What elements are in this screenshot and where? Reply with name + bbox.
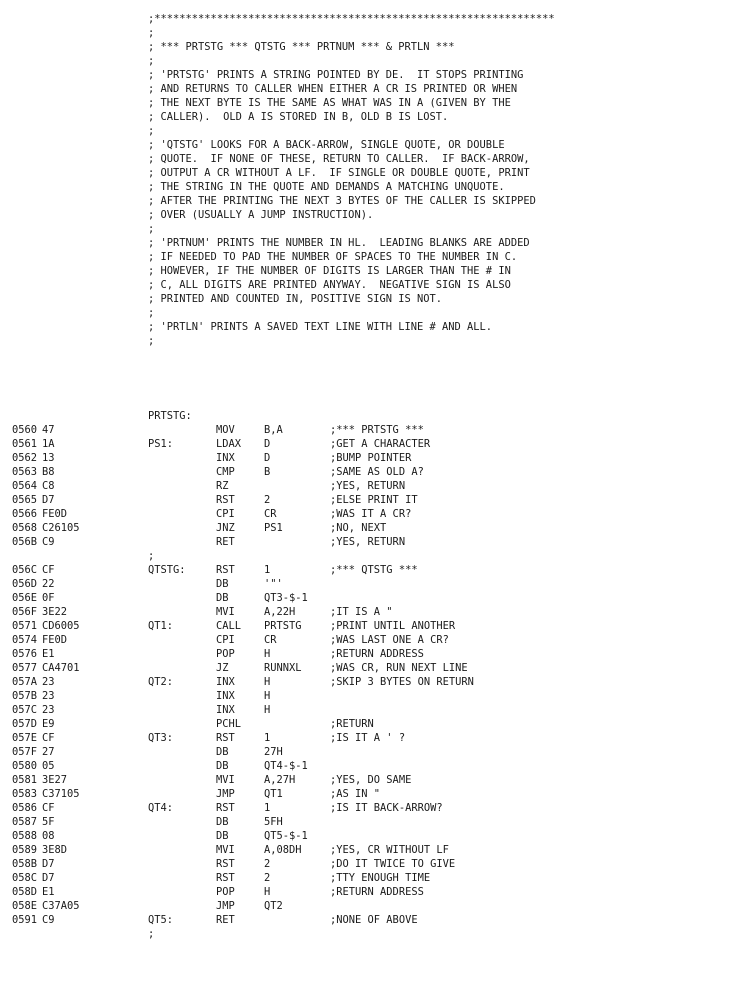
- comment: ;ELSE PRINT IT: [330, 494, 418, 506]
- mnemonic: DB: [216, 830, 229, 842]
- comment-text: ;: [148, 335, 155, 347]
- comment-text: ;: [148, 125, 155, 137]
- mnemonic: MOV: [216, 424, 235, 436]
- address: 0589: [12, 844, 38, 856]
- comment: ;YES, RETURN: [330, 480, 406, 492]
- object-code: CF: [42, 802, 55, 814]
- mnemonic: POP: [216, 648, 235, 660]
- mnemonic: CPI: [216, 634, 235, 646]
- comment: ;YES, RETURN: [330, 536, 406, 548]
- comment: ;*** PRTSTG ***: [330, 424, 424, 436]
- object-code: 1A: [42, 438, 55, 450]
- object-code: 23: [42, 676, 55, 688]
- mnemonic: LDAX: [216, 438, 242, 450]
- operand: QT1: [264, 788, 283, 800]
- mnemonic: RST: [216, 732, 235, 744]
- object-code: CA4701: [42, 662, 80, 674]
- object-code: D7: [42, 858, 55, 870]
- comment-text: ; *** PRTSTG *** QTSTG *** PRTNUM *** & PRTLN ***: [148, 41, 455, 53]
- object-code: 3E22: [42, 606, 68, 618]
- label: QT4:: [148, 802, 174, 814]
- operand: QT2: [264, 900, 283, 912]
- address: 057C: [12, 704, 38, 716]
- comment: ;SAME AS OLD A?: [330, 466, 424, 478]
- address: 0588: [12, 830, 38, 842]
- comment: ;YES, CR WITHOUT LF: [330, 844, 449, 856]
- operand: A,22H: [264, 606, 296, 618]
- label: QT5:: [148, 914, 174, 926]
- mnemonic: JMP: [216, 900, 235, 912]
- object-code: 05: [42, 760, 55, 772]
- comment-text: ;: [148, 55, 155, 67]
- address: 057A: [12, 676, 38, 688]
- mnemonic: DB: [216, 592, 229, 604]
- object-code: 47: [42, 424, 55, 436]
- comment: ;SKIP 3 BYTES ON RETURN: [330, 676, 474, 688]
- mnemonic: CPI: [216, 508, 235, 520]
- label: QT3:: [148, 732, 174, 744]
- operand: A,08DH: [264, 844, 302, 856]
- object-code: CF: [42, 732, 55, 744]
- operand: 1: [264, 564, 271, 576]
- object-code: 23: [42, 690, 55, 702]
- address: 0561: [12, 438, 38, 450]
- label: PS1:: [148, 438, 174, 450]
- address: 0563: [12, 466, 38, 478]
- mnemonic: CMP: [216, 466, 235, 478]
- operand: B: [264, 466, 271, 478]
- object-code: 27: [42, 746, 55, 758]
- label: QT1:: [148, 620, 174, 632]
- operand: QT5-$-1: [264, 830, 308, 842]
- mnemonic: JNZ: [216, 522, 235, 534]
- operand: CR: [264, 634, 277, 646]
- object-code: FE0D: [42, 508, 68, 520]
- address: 057E: [12, 732, 38, 744]
- address: 056C: [12, 564, 38, 576]
- comment-text: ; OUTPUT A CR WITHOUT A LF. IF SINGLE OR DOUBLE QUOTE, PRINT: [148, 167, 530, 179]
- comment: ;RETURN ADDRESS: [330, 648, 424, 660]
- operand: RUNNXL: [264, 662, 302, 674]
- comment-text: ;: [148, 27, 155, 39]
- comment: ;GET A CHARACTER: [330, 438, 431, 450]
- comment: ;TTY ENOUGH TIME: [330, 872, 431, 884]
- mnemonic: JZ: [216, 662, 229, 674]
- mnemonic: MVI: [216, 844, 235, 856]
- object-code: 22: [42, 578, 55, 590]
- operand: 1: [264, 802, 271, 814]
- comment: ;DO IT TWICE TO GIVE: [330, 858, 456, 870]
- operand: H: [264, 648, 271, 660]
- address: 0571: [12, 620, 38, 632]
- address: 0587: [12, 816, 38, 828]
- address: 057F: [12, 746, 38, 758]
- address: 0574: [12, 634, 38, 646]
- operand: QT3-$-1: [264, 592, 308, 604]
- operand: H: [264, 886, 271, 898]
- mnemonic: CALL: [216, 620, 242, 632]
- object-code: C9: [42, 536, 55, 548]
- mnemonic: DB: [216, 760, 229, 772]
- address: 0577: [12, 662, 38, 674]
- comment: ;NONE OF ABOVE: [330, 914, 418, 926]
- object-code: E1: [42, 648, 55, 660]
- comment-text: ; IF NEEDED TO PAD THE NUMBER OF SPACES TO THE NUMBER IN C.: [148, 251, 518, 263]
- mnemonic: RST: [216, 802, 235, 814]
- mnemonic: RST: [216, 872, 235, 884]
- object-code: E1: [42, 886, 55, 898]
- address: 058D: [12, 886, 38, 898]
- comment-text: ; QUOTE. IF NONE OF THESE, RETURN TO CALLER. IF BACK-ARROW,: [148, 153, 530, 165]
- mnemonic: INX: [216, 676, 235, 688]
- object-code: C8: [42, 480, 55, 492]
- label: ;: [148, 928, 155, 940]
- comment-text: ; HOWEVER, IF THE NUMBER OF DIGITS IS LARGER THAN THE # IN: [148, 265, 511, 277]
- label: PRTSTG:: [148, 410, 192, 422]
- address: 057B: [12, 690, 38, 702]
- operand: 2: [264, 494, 271, 506]
- object-code: C37105: [42, 788, 80, 800]
- operand: 27H: [264, 746, 283, 758]
- mnemonic: MVI: [216, 774, 235, 786]
- comment-text: ; 'QTSTG' LOOKS FOR A BACK-ARROW, SINGLE QUOTE, OR DOUBLE: [148, 139, 505, 151]
- mnemonic: RET: [216, 536, 235, 548]
- object-code: 3E27: [42, 774, 68, 786]
- mnemonic: INX: [216, 704, 235, 716]
- operand: H: [264, 676, 271, 688]
- object-code: B8: [42, 466, 55, 478]
- comment: ;BUMP POINTER: [330, 452, 412, 464]
- comment-text: ; 'PRTNUM' PRINTS THE NUMBER IN HL. LEADING BLANKS ARE ADDED: [148, 237, 530, 249]
- comment-text: ; 'PRTLN' PRINTS A SAVED TEXT LINE WITH LINE # AND ALL.: [148, 321, 493, 333]
- label: QT2:: [148, 676, 174, 688]
- address: 0566: [12, 508, 38, 520]
- address: 056D: [12, 578, 38, 590]
- comment: ;WAS IT A CR?: [330, 508, 412, 520]
- operand: 1: [264, 732, 271, 744]
- address: 056E: [12, 592, 38, 604]
- comment-text: ; C, ALL DIGITS ARE PRINTED ANYWAY. NEGATIVE SIGN IS ALSO: [148, 279, 511, 291]
- address: 056F: [12, 606, 38, 618]
- operand: 2: [264, 872, 271, 884]
- object-code: 23: [42, 704, 55, 716]
- operand: B,A: [264, 424, 283, 436]
- operand: 2: [264, 858, 271, 870]
- operand: D: [264, 452, 271, 464]
- comment-text: ; THE STRING IN THE QUOTE AND DEMANDS A MATCHING UNQUOTE.: [148, 181, 505, 193]
- comment: ;IS IT BACK-ARROW?: [330, 802, 443, 814]
- address: 058C: [12, 872, 38, 884]
- object-code: 0F: [42, 592, 55, 604]
- mnemonic: PCHL: [216, 718, 242, 730]
- address: 0576: [12, 648, 38, 660]
- operand: '"': [264, 578, 283, 590]
- mnemonic: INX: [216, 690, 235, 702]
- comment-text: ; CALLER). OLD A IS STORED IN B, OLD B IS LOST.: [148, 111, 449, 123]
- mnemonic: DB: [216, 578, 229, 590]
- comment-text: ; THE NEXT BYTE IS THE SAME AS WHAT WAS IN A (GIVEN BY THE: [148, 97, 511, 109]
- comment-text: ;****************************************************************: [148, 13, 555, 25]
- comment: ;RETURN ADDRESS: [330, 886, 424, 898]
- label: ;: [148, 550, 155, 562]
- address: 0562: [12, 452, 38, 464]
- object-code: D7: [42, 494, 55, 506]
- mnemonic: INX: [216, 452, 235, 464]
- object-code: CD6005: [42, 620, 80, 632]
- address: 0591: [12, 914, 38, 926]
- mnemonic: RET: [216, 914, 235, 926]
- address: 0580: [12, 760, 38, 772]
- comment-text: ; OVER (USUALLY A JUMP INSTRUCTION).: [148, 209, 374, 221]
- object-code: 3E8D: [42, 844, 68, 856]
- comment: ;PRINT UNTIL ANOTHER: [330, 620, 456, 632]
- operand: PRTSTG: [264, 620, 302, 632]
- mnemonic: RST: [216, 564, 235, 576]
- address: 0564: [12, 480, 38, 492]
- comment: ;IS IT A ' ?: [330, 732, 406, 744]
- object-code: D7: [42, 872, 55, 884]
- comment: ;RETURN: [330, 718, 374, 730]
- address: 0560: [12, 424, 38, 436]
- address: 058B: [12, 858, 38, 870]
- comment: ;NO, NEXT: [330, 522, 387, 534]
- address: 056B: [12, 536, 38, 548]
- comment-text: ;: [148, 223, 155, 235]
- mnemonic: POP: [216, 886, 235, 898]
- mnemonic: MVI: [216, 606, 235, 618]
- comment-text: ; AND RETURNS TO CALLER WHEN EITHER A CR IS PRINTED OR WHEN: [148, 83, 518, 95]
- operand: 5FH: [264, 816, 283, 828]
- operand: H: [264, 704, 271, 716]
- address: 0581: [12, 774, 38, 786]
- comment: ;WAS CR, RUN NEXT LINE: [330, 662, 468, 674]
- object-code: 5F: [42, 816, 55, 828]
- object-code: E9: [42, 718, 55, 730]
- address: 0568: [12, 522, 38, 534]
- mnemonic: RZ: [216, 480, 229, 492]
- comment: ;YES, DO SAME: [330, 774, 412, 786]
- operand: QT4-$-1: [264, 760, 308, 772]
- comment-text: ; PRINTED AND COUNTED IN, POSITIVE SIGN IS NOT.: [148, 293, 443, 305]
- address: 058E: [12, 900, 38, 912]
- comment-text: ;: [148, 307, 155, 319]
- operand: CR: [264, 508, 277, 520]
- object-code: FE0D: [42, 634, 68, 646]
- mnemonic: RST: [216, 858, 235, 870]
- mnemonic: DB: [216, 816, 229, 828]
- object-code: C9: [42, 914, 55, 926]
- address: 0586: [12, 802, 38, 814]
- operand: PS1: [264, 522, 283, 534]
- object-code: 08: [42, 830, 55, 842]
- address: 057D: [12, 718, 38, 730]
- operand: D: [264, 438, 271, 450]
- comment: ;*** QTSTG ***: [330, 564, 418, 576]
- label: QTSTG:: [148, 564, 186, 576]
- address: 0565: [12, 494, 38, 506]
- operand: A,27H: [264, 774, 296, 786]
- operand: H: [264, 690, 271, 702]
- mnemonic: JMP: [216, 788, 235, 800]
- comment: ;AS IN ": [330, 788, 381, 800]
- object-code: C37A05: [42, 900, 80, 912]
- address: 0583: [12, 788, 38, 800]
- mnemonic: DB: [216, 746, 229, 758]
- comment: ;WAS LAST ONE A CR?: [330, 634, 449, 646]
- comment: ;IT IS A ": [330, 606, 393, 618]
- object-code: 13: [42, 452, 55, 464]
- comment-text: ; AFTER THE PRINTING THE NEXT 3 BYTES OF THE CALLER IS SKIPPED: [148, 195, 536, 207]
- comment-text: ; 'PRTSTG' PRINTS A STRING POINTED BY DE. IT STOPS PRINTING: [148, 69, 524, 81]
- mnemonic: RST: [216, 494, 235, 506]
- object-code: CF: [42, 564, 55, 576]
- object-code: C26105: [42, 522, 80, 534]
